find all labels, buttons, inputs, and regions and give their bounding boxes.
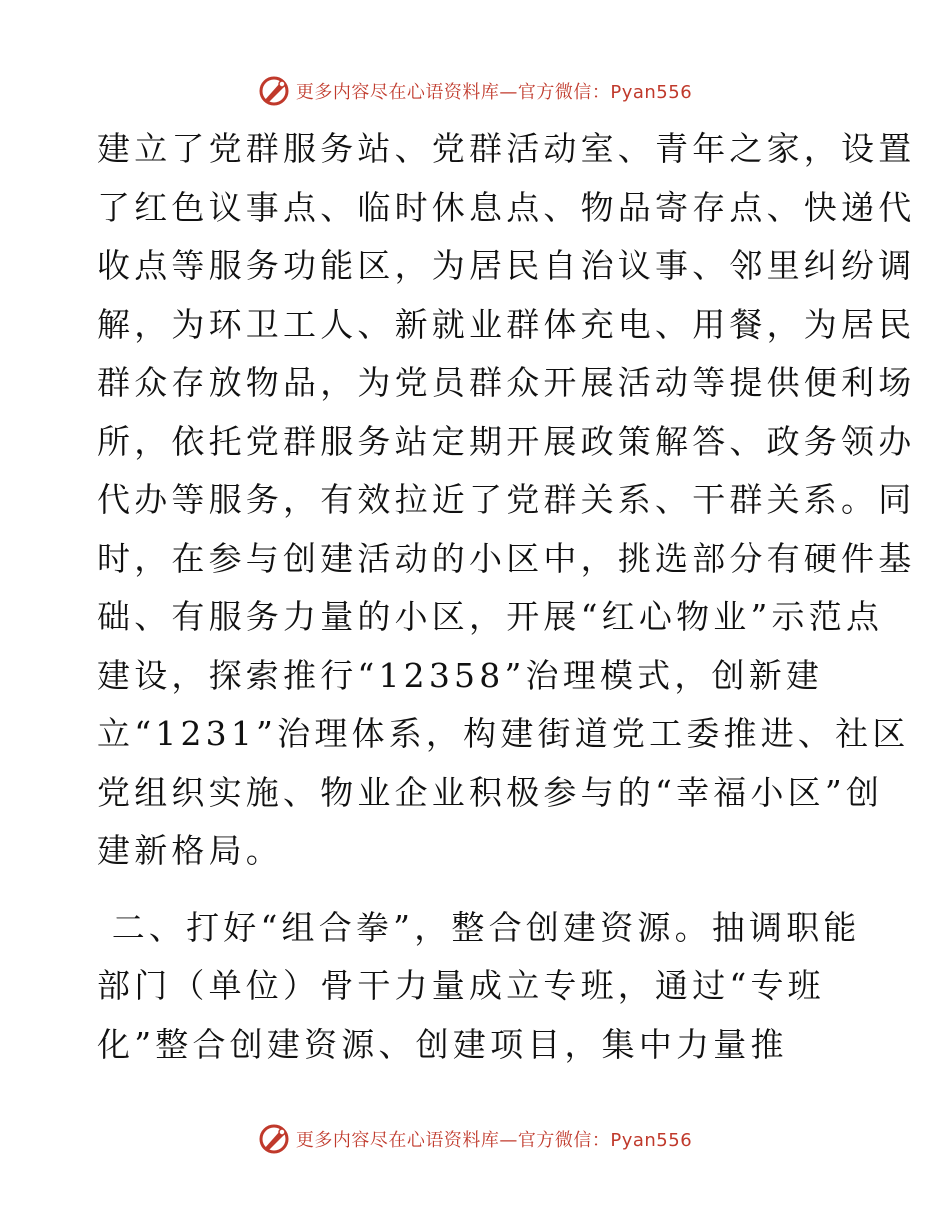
text-line: 建新格局。 <box>97 831 283 870</box>
pen-seal-icon <box>258 75 290 107</box>
text-line: 时，在参与创建活动的小区中，挑选部分有硬件基 <box>97 538 916 578</box>
text-line: 了红色议事点、临时休息点、物品寄存点、快递代 <box>97 187 916 227</box>
header-banner-text: 更多内容尽在心语资料库—官方微信：Pyan556 <box>295 82 693 103</box>
document-body <box>97 120 916 1074</box>
text-line: 所，依托党群服务站定期开展政策解答、政务领办 <box>97 421 916 461</box>
footer-banner-text: 更多内容尽在心语资料库—官方微信：Pyan556 <box>295 1130 693 1151</box>
text-line: 代办等服务，有效拉近了党群关系、干群关系。同 <box>97 480 916 519</box>
paragraph-2 <box>97 899 861 1075</box>
pen-seal-icon <box>258 1123 290 1155</box>
paragraph-gap <box>97 881 857 899</box>
text-line: 化”整合创建资源、创建项目，集中力量推 <box>97 1024 788 1064</box>
text-line: 党组织实施、物业企业积极参与的“幸福小区”创 <box>97 772 884 812</box>
text-line: 建立了党群服务站、党群活动室、青年之家，设置 <box>97 129 916 168</box>
footer-banner <box>0 1119 950 1159</box>
text-line: 础、有服务力量的小区，开展“红心物业”示范点 <box>97 597 884 636</box>
text-line: 解，为环卫工人、新就业群体充电、用餐，为居民 <box>97 304 916 344</box>
text-line: 群众存放物品，为党员群众开展活动等提供便利场 <box>97 363 916 402</box>
text-line: 立“1231”治理体系，构建街道党工委推进、社区 <box>97 714 910 753</box>
text-line: 部门（单位）骨干力量成立专班，通过“专班 <box>97 966 825 1005</box>
paragraph-1 <box>97 120 916 881</box>
text-line: 建设，探索推行“12358”治理模式，创新建 <box>97 655 824 695</box>
header-banner <box>0 71 950 111</box>
text-line: 二、打好“组合拳”，整合创建资源。抽调职能 <box>97 907 861 947</box>
text-line: 收点等服务功能区，为居民自治议事、邻里纠纷调 <box>97 246 916 285</box>
